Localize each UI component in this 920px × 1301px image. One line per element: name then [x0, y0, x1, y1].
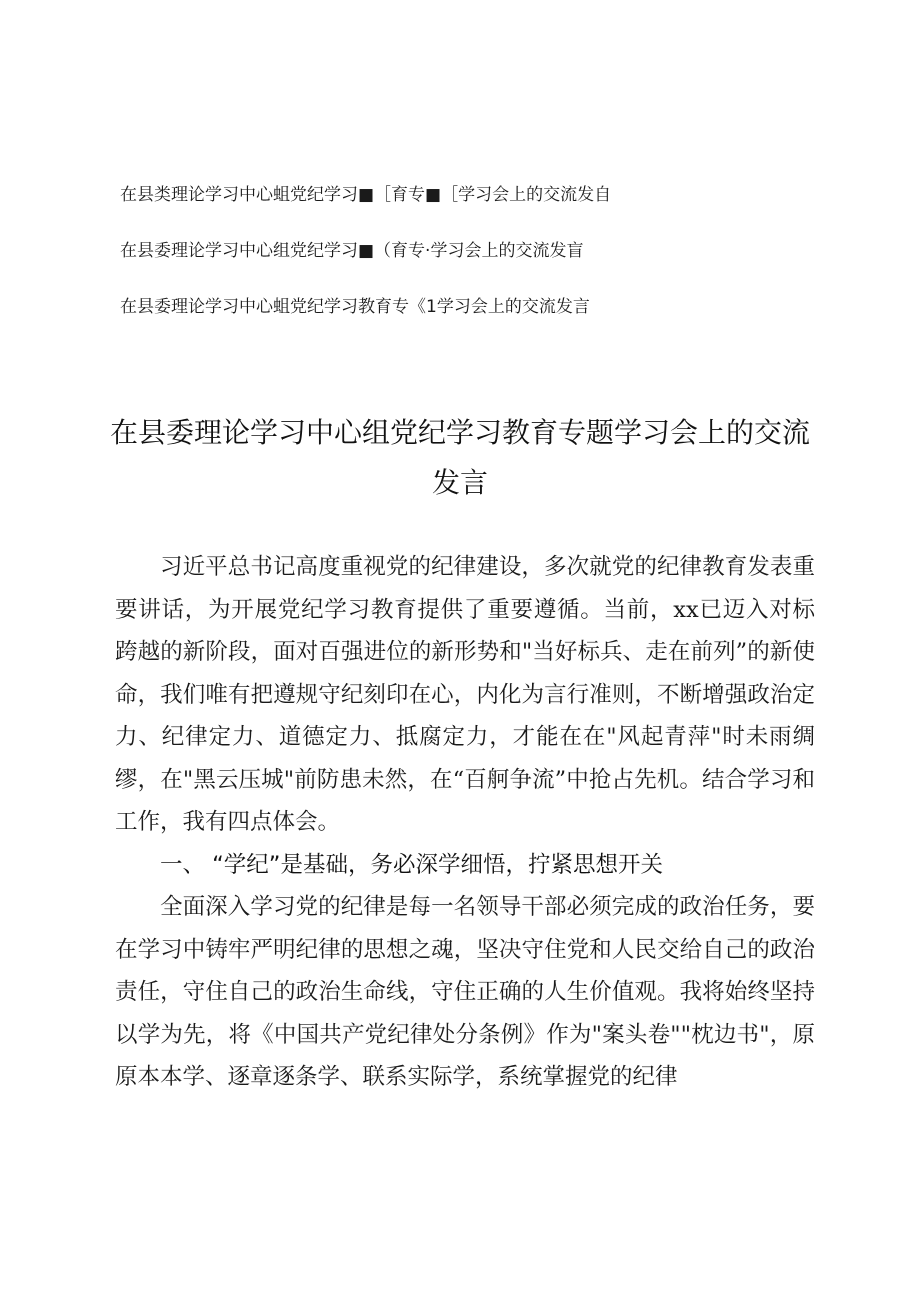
toc-entry-2[interactable]: 在县委理论学习中心组党纪学习■（育专·学习会上的交流发盲	[120, 241, 584, 261]
toc-entry-1[interactable]: 在县类理论学习中心蛆党纪学习■［育专■［学习会上的交流发自	[120, 185, 612, 205]
section-paragraph-1: 全面深入学习党的纪律是每一名领导干部必须完成的政治任务，要在学习中铸牢严明纪律的思想之魂，坚决守住党和人民交给自己的政治责任，守住自己的政治生命线，守住正确的人生价值观。我将始终坚持以学为先，将《中国共产党纪律处分条例》作为"案头卷""枕边书"，原原本本学、逐章逐条学、联系实际学，系统掌握党的纪律	[115, 894, 815, 1090]
table-of-contents	[120, 180, 820, 348]
section-heading-1: 一、 “学纪”是基础，务必深学细悟，拧紧思想开关	[160, 851, 663, 878]
intro-paragraph: 习近平总书记高度重视党的纪律建设，多次就党的纪律教育发表重要讲话，为开展党纪学习教育提供了重要遵循。当前，xx已迈入对标跨越的新阶段，面对百强进位的新形势和"当好标兵、走在前列”的新使命，我们唯有把遵规守纪刻印在心，内化为言行准则，不断增强政治定力、纪律定力、道德定力、抵腐定力，才能在在"风起青萍"时未雨绸缪，在"黑云压城"前防患未然，在“百舸争流”中抢占先机。结合学习和工作，我有四点体会。	[115, 554, 815, 835]
document-title: 在县委理论学习中心组党纪学习教育专题学习会上的交流发言	[109, 416, 810, 499]
toc-entry-3[interactable]: 在县委理论学习中心蛆党纪学习教育专《1学习会上的交流发言	[120, 297, 590, 317]
document-body	[115, 546, 815, 1099]
